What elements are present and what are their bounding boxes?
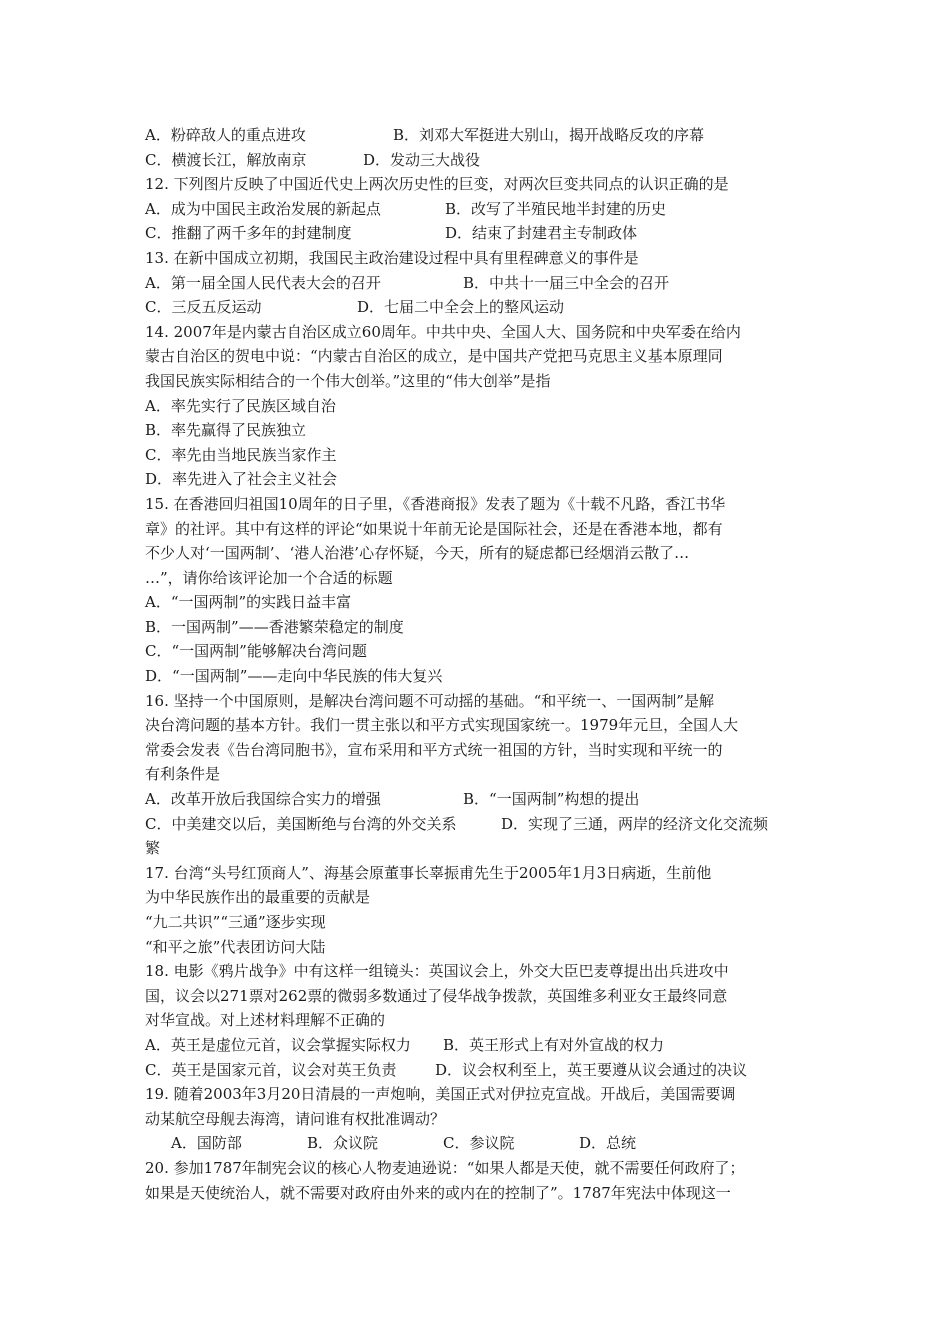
q20-stem-line: 20. 参加1787年制宪会议的核心人物麦迪逊说：“如果人都是天使，就不需要任何政府了； bbox=[145, 1158, 745, 1177]
q14-stem-line: 蒙古自治区的贺电中说：“内蒙古自治区的成立，是中国共产党把马克思主义基本原理同 bbox=[145, 347, 723, 366]
q15-stem-line: 15. 在香港回归祖国10周年的日子里，《香港商报》发表了题为《十载不凡路，香江书华 bbox=[145, 494, 726, 513]
q12-option-b: B．改写了半殖民地半封建的历史 bbox=[445, 199, 667, 218]
q12-option-d: D．结束了封建君主专制政体 bbox=[445, 224, 638, 243]
q16-stem-line: 常委会发表《告台湾同胞书》，宣布采用和平方式统一祖国的方针，当时实现和平统一的 bbox=[145, 740, 723, 759]
q18-stem-line: 对华宣战。对上述材料理解不正确的 bbox=[145, 1011, 386, 1030]
q19-options bbox=[145, 1131, 815, 1156]
q13-options-cd bbox=[145, 295, 815, 320]
q13-option-d: D．七届二中全会上的整风运动 bbox=[357, 298, 565, 317]
q16-option-d: D．实现了三通，两岸的经济文化交流频 bbox=[501, 814, 769, 833]
q16-options-cd bbox=[145, 812, 815, 837]
q15-stem-line: 章》的社评。其中有这样的评论“如果说十年前无论是国际社会，还是在香港本地，都有 bbox=[145, 519, 723, 538]
q15-stem-line: 不少人对‘一国两制’、‘港人治港’心存怀疑，今天，所有的疑虑都已经烟消云散了… bbox=[145, 544, 690, 563]
q14-option-d: D．率先进入了社会主义社会 bbox=[145, 470, 338, 489]
q20-stem-line: 如果是天使统治人，就不需要对政府由外来的或内在的控制了”。1787年宪法中体现这一 bbox=[145, 1183, 731, 1202]
q13-option-b: B．中共十一届三中全会的召开 bbox=[463, 273, 670, 292]
q16-options-ab bbox=[145, 787, 815, 812]
q14-stem-line: 14. 2007年是内蒙古自治区成立60周年。中共中央、全国人大、国务院和中央军委在给内 bbox=[145, 322, 741, 341]
q18-stem-line: 18. 电影《鸦片战争》中有这样一组镜头：英国议会上，外交大臣巴麦尊提出出兵进攻中 bbox=[145, 962, 729, 981]
q17-item: “和平之旅”代表团访问大陆 bbox=[145, 937, 326, 956]
q15-option-c: C．“一国两制”能够解决台湾问题 bbox=[145, 642, 367, 661]
q13-option-c: C．三反五反运动 bbox=[145, 298, 262, 317]
q14-option-b: B．率先赢得了民族独立 bbox=[145, 421, 307, 440]
q18-options-cd bbox=[145, 1058, 815, 1083]
q14-option-a: A．率先实行了民族区域自治 bbox=[145, 396, 336, 415]
q17-item: “九二共识”“三通”逐步实现 bbox=[145, 913, 326, 931]
q16-stem-line: 16. 坚持一个中国原则，是解决台湾问题不可动摇的基础。“和平统一、一国两制”是解 bbox=[145, 691, 714, 710]
q11-options-cd bbox=[145, 148, 815, 173]
q18-options-ab bbox=[145, 1033, 815, 1058]
q15-stem-line: …”，请你给该评论加一个合适的标题 bbox=[145, 568, 393, 587]
q12-options-ab bbox=[145, 197, 815, 222]
q18-stem-line: 国，议会以271票对262票的微弱多数通过了侵华战争拨款，英国维多利亚女王最终同意 bbox=[145, 986, 728, 1005]
q12-stem: 12. 下列图片反映了中国近代史上两次历史性的巨变，对两次巨变共同点的认识正确的是 bbox=[145, 175, 729, 194]
q16-option-a: A．改革开放后我国综合实力的增强 bbox=[145, 790, 381, 809]
q14-stem-line: 我国民族实际相结合的一个伟大创举。”这里的“伟大创举”是指 bbox=[145, 371, 551, 390]
q16-option-b: B．“一国两制”构想的提出 bbox=[463, 790, 640, 809]
q17-stem-line: 为中华民族作出的最重要的贡献是 bbox=[145, 888, 371, 907]
q15-option-b: B．一国两制”——香港繁荣稳定的制度 bbox=[145, 617, 404, 636]
q18-option-c: C．英王是国家元首，议会对英王负责 bbox=[145, 1060, 397, 1079]
q19-option-c: C．参议院 bbox=[443, 1134, 515, 1153]
q15-option-a: A．“一国两制”的实践日益丰富 bbox=[145, 593, 352, 612]
q11-option-d: D．发动三大战役 bbox=[363, 150, 481, 169]
q11-option-b: B．刘邓大军挺进大别山，揭开战略反攻的序幕 bbox=[393, 126, 705, 144]
q11-option-c: C．横渡长江，解放南京 bbox=[145, 150, 307, 169]
q13-stem: 13. 在新中国成立初期，我国民主政治建设过程中具有里程碑意义的事件是 bbox=[145, 248, 639, 267]
q19-option-d: D．总统 bbox=[579, 1134, 637, 1153]
q18-option-b: B．英王形式上有对外宣战的权力 bbox=[443, 1035, 665, 1054]
q11-options-ab bbox=[145, 123, 815, 148]
q12-option-c: C．推翻了两千多年的封建制度 bbox=[145, 224, 352, 243]
q12-option-a: A．成为中国民主政治发展的新起点 bbox=[145, 199, 381, 218]
q11-option-a: A．粉碎敌人的重点进攻 bbox=[145, 126, 306, 144]
q16-stem-line: 有利条件是 bbox=[145, 765, 221, 784]
q13-option-a: A．第一届全国人民代表大会的召开 bbox=[145, 273, 381, 292]
q16-option-c: C．中美建交以后，美国断绝与台湾的外交关系 bbox=[145, 814, 457, 833]
q16-stem-line: 决台湾问题的基本方针。我们一贯主张以和平方式实现国家统一。1979年元旦，全国人大 bbox=[145, 716, 739, 735]
q15-option-d: D．“一国两制”——走向中华民族的伟大复兴 bbox=[145, 667, 443, 686]
q18-option-d: D．议会权利至上，英王要遵从议会通过的决议 bbox=[435, 1060, 748, 1079]
q14-option-c: C．率先由当地民族当家作主 bbox=[145, 445, 337, 464]
q17-stem-line: 17. 台湾“头号红顶商人”、海基会原董事长辜振甫先生于2005年1月3日病逝，生前他 bbox=[145, 863, 712, 882]
q19-stem-line: 动某航空母舰去海湾，请问谁有权批准调动？ bbox=[145, 1109, 446, 1128]
exam-page bbox=[145, 123, 815, 1205]
q12-options-cd bbox=[145, 221, 815, 246]
q19-stem-line: 19. 随着2003年3月20日清晨的一声炮响，美国正式对伊拉克宣战。开战后，美国需要调 bbox=[145, 1085, 736, 1104]
q19-option-b: B．众议院 bbox=[307, 1134, 379, 1153]
q16-option-d-wrap: 繁 bbox=[145, 839, 161, 858]
q19-option-a: A．国防部 bbox=[171, 1134, 242, 1153]
q13-options-ab bbox=[145, 271, 815, 296]
q18-option-a: A．英王是虚位元首，议会掌握实际权力 bbox=[145, 1035, 411, 1054]
